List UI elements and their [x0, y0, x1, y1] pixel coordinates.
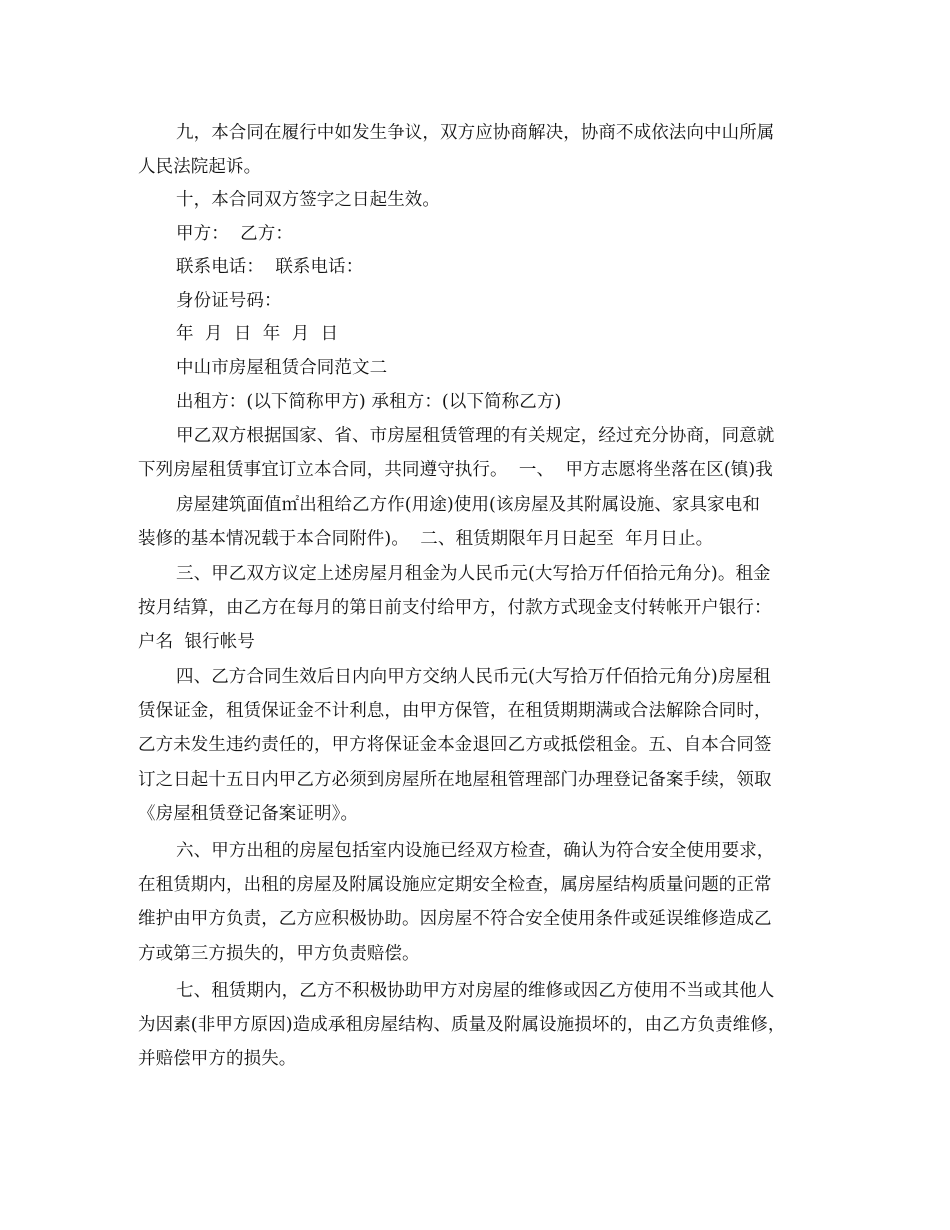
signature-id-number: 身份证号码：	[176, 291, 282, 311]
clause-3-line-1: 三、甲乙双方议定上述房屋月租金为人民币元(大写拾万仟佰拾元角分)。租金	[176, 564, 771, 584]
preamble-line-1: 甲乙双方根据国家、省、市房屋租赁管理的有关规定，经过充分协商，同意就	[176, 426, 775, 446]
signature-parties: 甲方： 乙方：	[176, 224, 293, 244]
preamble-line-2: 下列房屋租赁事宜订立本合同，共同遵守执行。 一、 甲方志愿将坐落在区(镇)我	[138, 460, 773, 480]
clause-6-line-2: 在租赁期内，出租的房屋及附属设施应定期安全检查，属房屋结构质量问题的正常	[138, 875, 772, 895]
clause-4-line-3: 乙方未发生违约责任的，甲方将保证金本金退回乙方或抵偿租金。五、自本合同签	[138, 735, 772, 755]
signature-dates: 年 月 日 年 月 日	[176, 324, 339, 344]
signature-phones: 联系电话： 联系电话：	[176, 257, 364, 277]
clause-5-line-1: 订之日起十五日内甲乙方必须到房屋所在地屋租管理部门办理登记备案手续，领取	[138, 770, 772, 790]
clause-6-line-3: 维护由甲方负责，乙方应积极协助。因房屋不符合安全使用条件或延误维修造成乙	[138, 909, 772, 929]
clause-3-line-2: 按月结算，由乙方在每月的第日前支付给甲方，付款方式现金支付转帐开户银行：	[138, 598, 772, 618]
clause-10: 十，本合同双方签字之日起生效。	[176, 190, 440, 210]
clause-7-line-1: 七、租赁期内，乙方不积极协助甲方对房屋的维修或因乙方使用不当或其他人	[176, 981, 775, 1001]
clause-1-line: 房屋建筑面值㎡出租给乙方作(用途)使用(该房屋及其附属设施、家具家电和	[176, 495, 760, 515]
clause-7-line-2: 为因素(非甲方原因)造成承租房屋结构、质量及附属设施损坏的，由乙方负责维修，	[138, 1015, 786, 1035]
clause-6-line-4: 方或第三方损失的，甲方负责赔偿。	[138, 944, 420, 964]
clause-4-line-2: 赁保证金，租赁保证金不计利息，由甲方保管，在租赁期期满或合法解除合同时，	[138, 701, 772, 721]
clause-9-line-2: 人民法院起诉。	[138, 157, 262, 177]
clause-6-line-1: 六、甲方出租的房屋包括室内设施已经双方检查，确认为符合安全使用要求，	[176, 841, 775, 861]
section-title: 中山市房屋租赁合同范文二	[176, 358, 388, 378]
clause-7-line-3: 并赔偿甲方的损失。	[138, 1049, 297, 1069]
clause-1-2-line: 装修的基本情况载于本合同附件)。 二、租赁期限年月日起至 年月日止。	[138, 529, 714, 549]
clause-5-line-2: 《房屋租赁登记备案证明》。	[138, 804, 359, 824]
clause-3-line-3: 户名 银行帐号	[138, 632, 255, 652]
parties-line: 出租方：(以下简称甲方) 承租方：(以下简称乙方)	[176, 392, 562, 412]
clause-9-line-1: 九，本合同在履行中如发生争议，双方应协商解决，协商不成依法向中山所属	[176, 123, 775, 143]
clause-4-line-1: 四、乙方合同生效后日内向甲方交纳人民币元(大写拾万仟佰拾元角分)房屋租	[176, 667, 771, 687]
